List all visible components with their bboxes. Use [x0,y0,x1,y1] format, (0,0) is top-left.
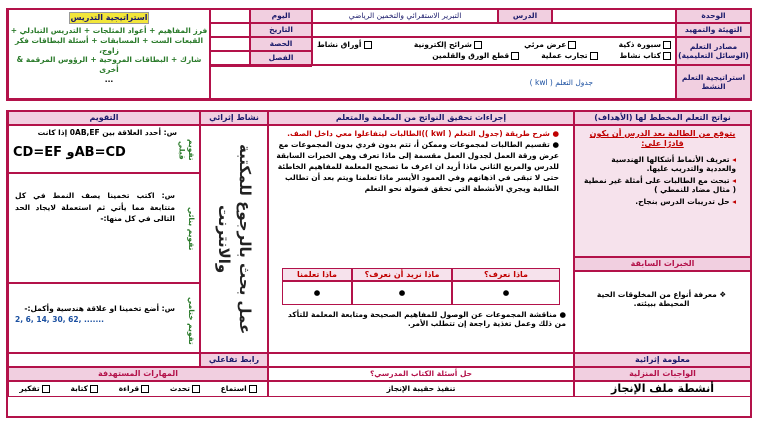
outcome-item-3: ◂ حل تدريبات الدرس بنجاح. [635,196,736,206]
kwl-header-want: ماذا نريد أن نعرف؟ [352,268,452,281]
resource-video[interactable]: عرض مرئي [524,40,576,49]
resource-activity-book[interactable]: كتاب نشاط [620,51,671,60]
resource-experiments[interactable]: تجارب عملية [541,51,597,60]
assess-summative-sequence: 2, 6, 14, 30, 62, ....... [15,315,104,325]
day-label: اليوم [250,9,312,23]
skill-thinking[interactable]: تفكير [19,384,49,393]
assess-formative-question: س: اكتب تخمينا يصف النمط في كل متتابعة مما يأتي ثم استعملة لايجاد الحد التالى في كل منها:- [15,191,175,224]
activity-cell [200,125,268,353]
intro-value[interactable] [312,23,676,37]
teaching-strategy-line-3: شارك + البطاقات المروحية + الرؤوس المرقمة & أخرى [16,55,202,74]
lesson-value: التبرير الاستقرائي والتخمين الرياضي [312,9,498,23]
ending-label: أنشطة ملف الإنجاز [574,381,751,397]
kwl-header-know: ماذا نعرف؟ [452,268,560,281]
skills-row [8,381,268,397]
skill-speaking[interactable]: تحدث [170,384,200,393]
unit-value[interactable] [552,9,676,23]
date-value[interactable] [210,23,250,37]
period-label: الحصة [250,37,312,51]
homework-value: حل أسئلة الكتاب المدرسي؟ [268,367,574,381]
assess-formative-cell [8,173,200,283]
outcome-item-2: ◂ تبحث مع الطالبات على أمثلة غير نمطية ( مثال مضاد للنمطي ) [583,175,736,195]
prior-item: معرفة أنواع من المخلوقات الحية المحيطة ببيئته. [596,290,717,309]
class-value[interactable] [210,51,250,65]
interactive-link-label: رابط تفاعلي [200,353,268,367]
prior-cell: ❖ معرفة أنواع من المخلوقات الحية المحيطة ببيئته. [574,271,751,353]
unit-label: الوحدة [676,9,751,23]
kwl-cell-know[interactable]: ● [452,281,560,305]
teaching-strategy-box [8,9,210,99]
resources-label: مصادر التعلم (الوسائل التعليمية) [676,37,751,65]
teaching-strategy-line-4: ... [104,74,114,84]
outcome-item-1: ◂ تعريف الأنماط أشكالها الهندسية والعددية والتدريب عليها. [611,155,736,174]
homework-label: الواجبات المنزلية [574,367,751,381]
teaching-strategy-line-2: القبعات الست + المسابقات + أسئلة البطاقات فكر زاوج، [14,35,204,55]
assess-summative-cell [8,283,200,353]
assess-pre-cell [8,125,200,173]
assess-pre-math: CD=EF وAB=CD [13,145,126,161]
outcomes-cell [574,125,751,257]
resource-paper-pens[interactable]: قطع الورق والقلمين [432,51,519,60]
resources-box [312,37,676,65]
outcomes-header: نواتج التعلم المخطط لها (الأهداف) [574,111,751,125]
skill-reading[interactable]: قراءة [119,384,149,393]
assess-pre-question: س: أحدد العلاقة بين 0AB,EF إذا كانت [37,128,177,137]
assessment-header: التقويم [8,111,200,125]
outcomes-intro: يتوقع من الطالبة بعد الدرس أن يكون قادرًا على: [589,129,736,148]
interactive-link-value[interactable] [8,353,200,367]
lesson-label: الدرس [498,9,552,23]
activity-header: نشاط إثرائي [200,111,268,125]
assess-summative-label: تقويم ختامي [187,297,196,345]
kwl-cell-learned[interactable]: ● [282,281,352,305]
teaching-strategy-line-1: فرز المفاهيم + أعواد المثلجات + التدريس التبادلي + [10,26,208,35]
strategy-label: استراتيجية التعلم النشط [676,65,751,99]
resource-slides[interactable]: شرائح إلكترونية [414,40,482,49]
procedures-header: إجراءات تحقيق النواتج من المعلمة والمتعلم [268,111,574,125]
resource-smartboard[interactable]: سبورة ذكية [619,40,671,49]
procedure-3: ● مناقشة المجموعات عن الوصول للمفاهيم الصحيحة ومتابعة المعلمة للتأكد من ذلك وعمل تغذية راجعة إن تتطلب الأمر. [287,310,566,329]
skill-writing[interactable]: كتابة [70,384,98,393]
teaching-strategy-title: استراتيجية التدريس [70,13,148,22]
prior-title: الخبرات السابقة [574,257,751,271]
day-value[interactable] [210,9,250,23]
period-value[interactable] [210,37,250,51]
date-label: التاريخ [250,23,312,37]
resource-worksheets[interactable]: أوراق نشاط [317,40,372,49]
intro-label: التهيئة والتمهيد [676,23,751,37]
kwl-cell-want[interactable]: ● [352,281,452,305]
info-value[interactable] [268,353,574,367]
procedure-2: ● تقسيم الطالبات لمجموعات وممكن أ، تتم بدون فردي بدون المجموعات مع عرض ورقة العمل لجدول العمل مقسمة إلى ماذا تعرف وهي الخبرات السابقة للدرس والمربع الثاني ماذا أريد ان اعرف ما تصحيح المعلمة للمفاهيم الخاطئة حتى لا تبقى في اذهانهم وفي العمود الأيسر ماذا تعلمنا ويتم بعد أن تطالب الطالبة ويجري الأنشطة التي تحقق فضولة نحو التعلم [276,140,559,193]
ending-value: تنفيذ حقيبة الإنجاز [268,381,574,397]
assess-pre-label: تقويم قبلي [177,139,196,161]
skill-listening[interactable]: استماع [221,384,257,393]
activity-text: عمل بحث بالرجوع للمكتبة والانترنت [215,143,254,335]
class-label: الفصل [250,51,312,65]
strategy-value-box [210,65,676,99]
info-label: معلومة إثرائية [574,353,751,367]
assess-summative-question: س: أضع تخمينا او علاقة هندسية وأكمل:- [24,304,175,313]
kwl-header-learned: ماذا تعلمنا [282,268,352,281]
strategy-value: جدول التعلم ( kwl ) [529,78,593,87]
procedure-1: ● شرح طريقة (جدول التعلم ( kwl ))الطالبات ليتفاعلوا معي داخل الصف. [287,129,559,138]
skills-label: المهارات المستهدفة [8,367,268,381]
assess-formative-label: تقويم بنائي [187,207,196,251]
